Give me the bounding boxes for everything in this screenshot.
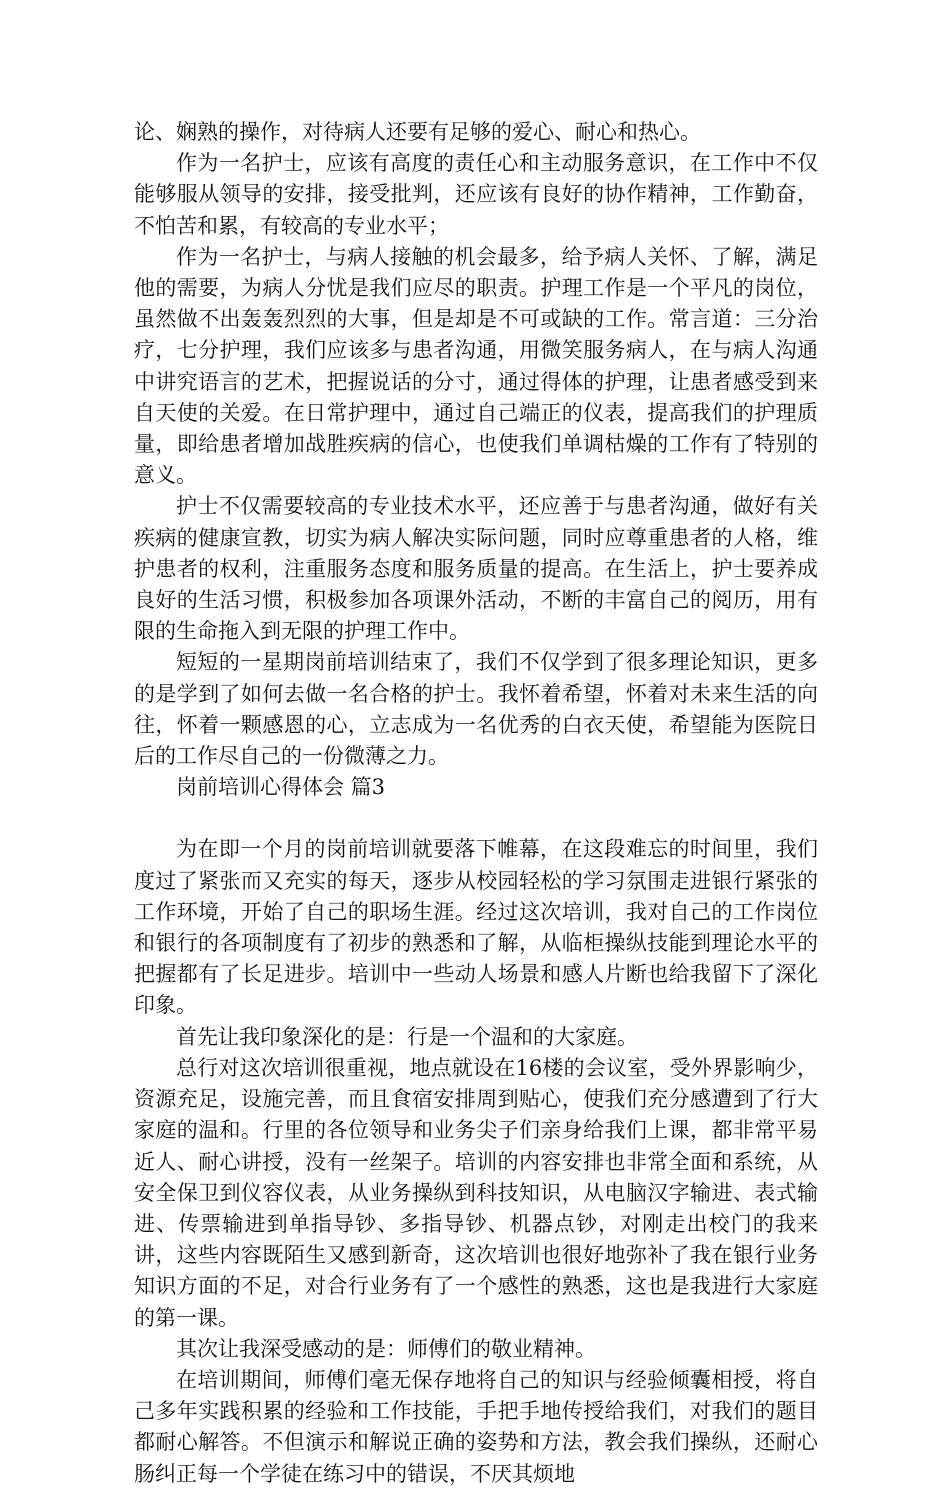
paragraph: 短短的一星期岗前培训结束了，我们不仅学到了很多理论知识，更多的是学到了如何去做一名合格的护士。我怀着希望，怀着对未来生活的向往，怀着一颗感恩的心，立志成为一名优秀的白衣天使，希望能为医院日后的工作尽自己的一份微薄之力。: [134, 650, 818, 769]
document-body: [134, 117, 818, 1490]
paragraph: 其次让我深受感动的是：师傅们的敬业精神。: [176, 1336, 596, 1361]
paragraph: 首先让我印象深化的是：行是一个温和的大家庭。: [176, 1024, 638, 1049]
paragraph: 作为一名护士，应该有高度的责任心和主动服务意识，在工作中不仅能够服从领导的安排，接受批判，还应该有良好的协作精神，工作勤奋，不怕苦和累，有较高的专业水平；: [134, 151, 818, 238]
blank-line: [134, 803, 818, 834]
section-heading: 岗前培训心得体会 篇3: [176, 775, 386, 800]
paragraph-continuation: 论、娴熟的操作，对待病人还要有足够的爱心、耐心和热心。: [134, 120, 701, 144]
paragraph: 护士不仅需要较高的专业技术水平，还应善于与患者沟通，做好有关疾病的健康宣教，切实为病人解决实际问题，同时应尊重患者的人格，维护患者的权利，注重服务态度和服务质量的提高。在生活上，护士要养成良好的生活习惯，积极参加各项课外活动，不断的丰富自己的阅历，用有限的生命拖入到无限的护理工作中。: [134, 494, 818, 644]
paragraph: 作为一名护士，与病人接触的机会最多，给予病人关怀、了解，满足他的需要，为病人分忧是我们应尽的职责。护理工作是一个平凡的岗位，虽然做不出轰轰烈烈的大事，但是却是不可或缺的工作。常言道：三分治疗，七分护理，我们应该多与患者沟通，用微笑服务病人，在与病人沟通中讲究语言的艺术，把握说话的分寸，通过得体的护理，让患者感受到来自天使的关爱。在日常护理中，通过自己端正的仪表，提高我们的护理质量，即给患者增加战胜疾病的信心，也使我们单调枯燥的工作有了特别的意义。: [134, 244, 818, 488]
paragraph: 在培训期间，师傅们毫无保存地将自己的知识与经验倾囊相授，将自己多年实践积累的经验和工作技能，手把手地传授给我们，对我们的题目都耐心解答。不但演示和解说正确的姿势和方法，教会我们操纵，还耐心肠纠正每一个学徒在练习中的错误，不厌其烦地: [134, 1367, 818, 1486]
paragraph: 为在即一个月的岗前培训就要落下帷幕，在这段难忘的时间里，我们度过了紧张而又充实的每天，逐步从校园轻松的学习氛围走进银行紧张的工作环境，开始了自己的职场生涯。经过这次培训，我对自己的工作岗位和银行的各项制度有了初步的熟悉和了解，从临柜操纵技能到理论水平的把握都有了长足进步。培训中一些动人场景和感人片断也给我留下了深化印象。: [134, 837, 818, 1018]
paragraph: 总行对这次培训很重视，地点就设在16楼的会议室，受外界影响少，资源充足，设施完善，而且食宿安排周到贴心，使我们充分感遭到了行大家庭的温和。行里的各位领导和业务尖子们亲身给我们上课，都非常平易近人、耐心讲授，没有一丝架子。培训的内容安排也非常全面和系统，从安全保卫到仪容仪表，从业务操纵到科技知识，从电脑汉字输进、表式输进、传票输进到单指导钞、多指导钞、机器点钞，对刚走出校门的我来讲，这些内容既陌生又感到新奇，这次培训也很好地弥补了我在银行业务知识方面的不足，对合行业务有了一个感性的熟悉，这也是我进行大家庭的第一课。: [134, 1055, 818, 1330]
